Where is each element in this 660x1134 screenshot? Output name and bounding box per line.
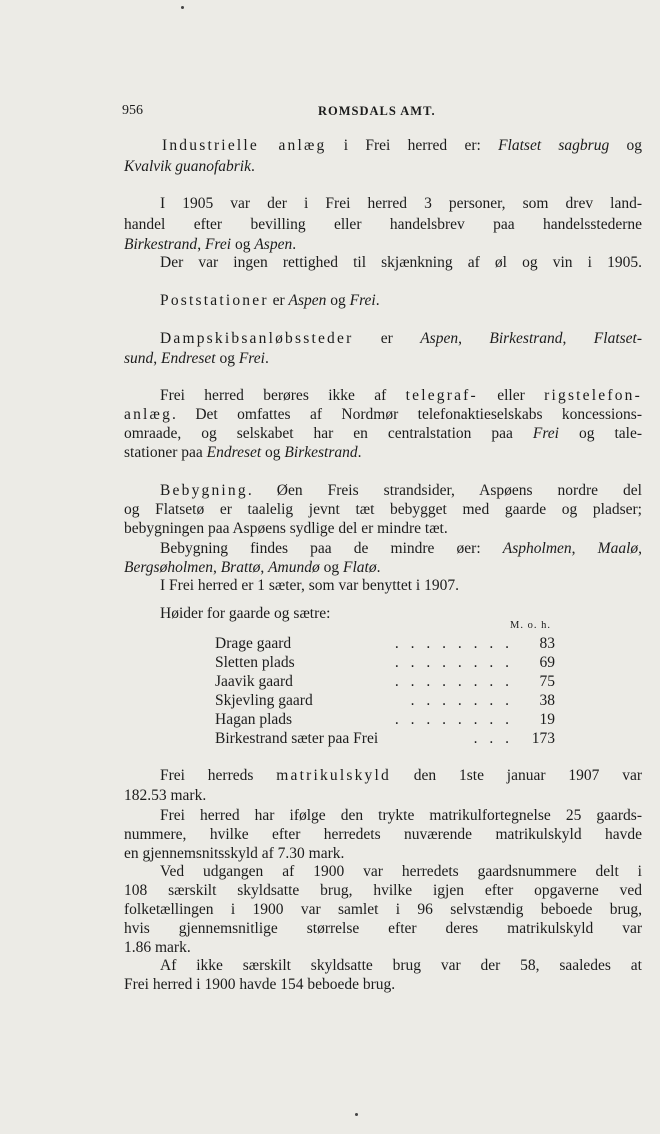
place-name: Jaavik gaard xyxy=(215,673,293,690)
text-line: I 1905 var der i Frei herred 3 personer, som drev land- xyxy=(160,195,642,212)
text-line: 108 særskilt skyldsatte brug, hvilke igjen efter opgaverne ved xyxy=(124,882,642,899)
text-line: Der var ingen rettighed til skjænkning af øl og vin i 1905. xyxy=(160,254,642,271)
text-line: bebygningen paa Aspøens sydlige del er mindre tæt. xyxy=(124,520,448,537)
height-value: 83 xyxy=(539,635,555,652)
speck-mark xyxy=(355,1113,358,1116)
height-value: 75 xyxy=(539,673,555,690)
text-line: omraade, og selskabet har en centralstation paa Frei og tale- xyxy=(124,425,642,442)
leader-dots: . . . . . . . . xyxy=(394,654,513,671)
height-value: 38 xyxy=(539,692,555,709)
text-line: 182.53 mark. xyxy=(124,787,207,804)
height-value: 173 xyxy=(531,730,555,747)
text-line: Frei herred berøres ikke af telegraf- eller rigstelefon- xyxy=(160,387,642,404)
running-title: ROMSDALS AMT. xyxy=(318,104,436,118)
text-line: Høider for gaarde og sætre: xyxy=(160,605,331,622)
place-name: Hagan plads xyxy=(215,711,293,728)
height-value: 19 xyxy=(539,711,555,728)
place-name: Drage gaard xyxy=(215,635,292,652)
place-name: Birkestrand sæter paa Frei xyxy=(215,730,379,747)
place-name: Sletten plads xyxy=(215,654,295,671)
height-value: 69 xyxy=(539,654,555,671)
text-line: folketællingen i 1900 var samlet i 96 selvstændig beboede brug, xyxy=(124,901,642,918)
text-line: Bebygning. Øen Freis strandsider, Aspøens nordre del xyxy=(160,482,642,499)
text-line: Frei herreds matrikulskyld den 1ste januar 1907 var xyxy=(160,767,642,784)
text-line: Bergsøholmen, Brattø, Amundø og Flatø. xyxy=(124,559,381,576)
speck-mark xyxy=(181,6,184,9)
text-line: Kvalvik guanofabrik. xyxy=(124,158,255,175)
text-line: hvis gjennemsnitlige størrelse efter deres matrikulskyld var xyxy=(124,920,642,937)
leader-dots: . . . . . . . . xyxy=(394,711,513,728)
text-line: Frei herred i 1900 havde 154 beboede brug. xyxy=(124,976,396,993)
leader-dots: . . . . . . . . xyxy=(394,635,513,652)
text-line: Poststationer er Aspen og Frei. xyxy=(160,292,380,309)
text-line: anlæg. Det omfattes af Nordmør telefonaktieselskabs koncessions- xyxy=(124,406,642,423)
text-line: en gjennemsnitsskyld af 7.30 mark. xyxy=(124,845,345,862)
leader-dots: . . . . . . . xyxy=(410,692,513,709)
text-line: Af ikke særskilt skyldsatte brug var der 58, saaledes at xyxy=(160,957,642,974)
place-name: Skjevling gaard xyxy=(215,692,313,709)
text-line: sund, Endreset og Frei. xyxy=(124,350,269,367)
text-line: nummere, hvilke efter herredets nuværende matrikulskyld havde xyxy=(124,826,642,843)
unit-header: M. o. h. xyxy=(510,620,551,631)
text-line: Bebygning findes paa de mindre øer: Aspholmen, Maalø, xyxy=(160,540,643,557)
text-line: I Frei herred er 1 sæter, som var benyttet i 1907. xyxy=(160,577,459,594)
text-line: Ved udgangen af 1900 var herredets gaardsnummere delt i xyxy=(160,863,642,880)
leader-dots: . . . . . . . . xyxy=(394,673,513,690)
text-line: Frei herred har ifølge den trykte matrikulfortegnelse 25 gaards- xyxy=(160,807,642,824)
text-line: og Flatsetø er taalelig jevnt tæt bebygget med gaarde og pladser; xyxy=(124,501,642,518)
text-line: Birkestrand, Frei og Aspen. xyxy=(124,236,297,253)
page-number: 956 xyxy=(122,103,143,118)
text-line: Dampskibsanløbssteder er Aspen, Birkestrand, Flatset- xyxy=(160,330,643,347)
text-line: 1.86 mark. xyxy=(124,939,191,956)
text-line: stationer paa Endreset og Birkestrand. xyxy=(124,444,362,461)
leader-dots: . . . xyxy=(473,730,513,747)
text-line: handel efter bevilling eller handelsbrev paa handelsstederne xyxy=(124,216,642,233)
text-line: Industrielle anlæg i Frei herred er: Flatset sagbrug og xyxy=(162,137,642,154)
